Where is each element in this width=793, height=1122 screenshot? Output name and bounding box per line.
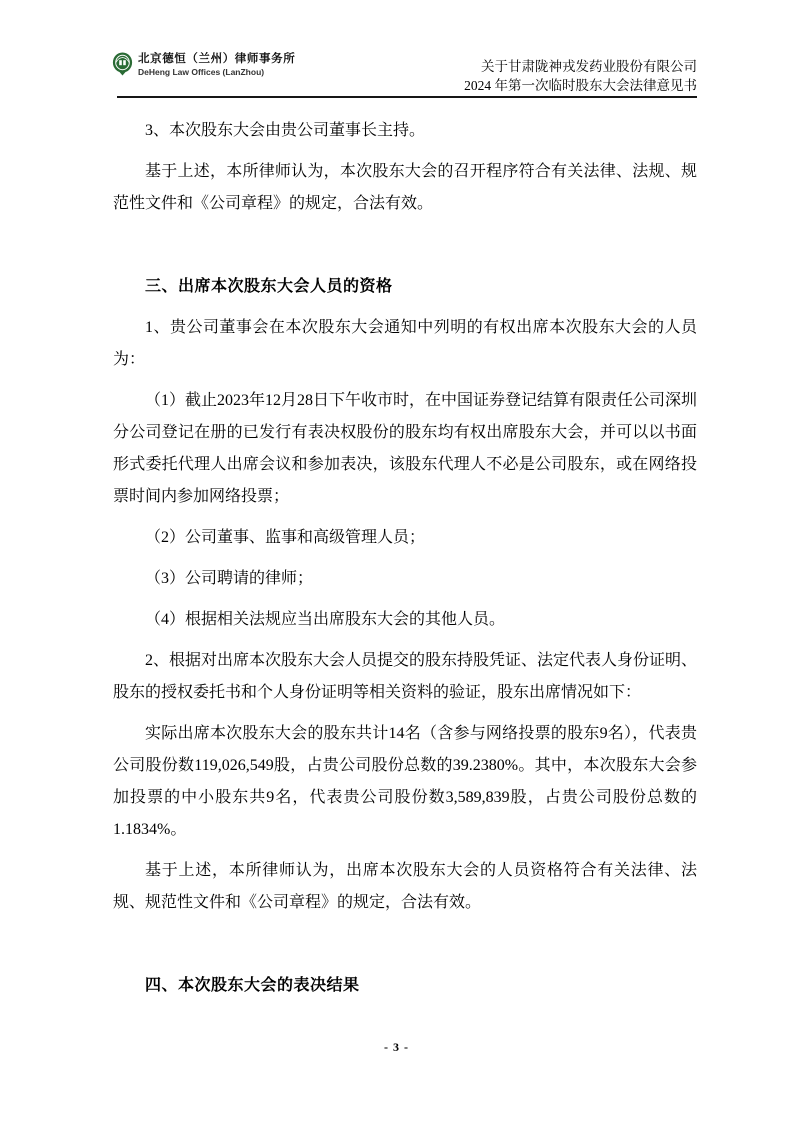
firm-name-block xyxy=(138,52,295,78)
document-title-line2: 2024 年第一次临时股东大会法律意见书 xyxy=(464,78,697,93)
letterhead xyxy=(112,52,295,78)
paragraph-eligible-persons: 1、贵公司董事会在本次股东大会通知中列明的有权出席本次股东大会的人员为： xyxy=(113,319,697,368)
deheng-logo-icon xyxy=(112,52,133,76)
paragraph-qualification-opinion: 基于上述，本所律师认为，出席本次股东大会的人员资格符合有关法律、法规、规范性文件和《公司章程》的规定，合法有效。 xyxy=(113,862,697,911)
section-heading-4: 四、本次股东大会的表决结果 xyxy=(145,977,360,994)
document-body xyxy=(113,106,697,1011)
paragraph-list-item-2: （2）公司董事、监事和高级管理人员； xyxy=(145,529,426,546)
document-title-line1: 关于甘肃陇神戎发药业股份有限公司 xyxy=(481,59,697,74)
paragraph-verification: 2、根据对出席本次股东大会人员提交的股东持股凭证、法定代表人身份证明、股东的授权委托书和个人身份证明等相关资料的验证，股东出席情况如下： xyxy=(113,652,698,701)
paragraph-list-item-3: （3）公司聘请的律师； xyxy=(145,570,314,587)
paragraph-list-item-1: （1）截止2023年12月28日下午收市时，在中国证券登记结算有限责任公司深圳分公司登记在册的已发行有表决权股份的股东均有权出席股东大会，并可以以书面形式委托代理人出席会议和参加表决，该股东代理人不必是公司股东，或在网络投票时间内参加网络投票； xyxy=(113,392,698,505)
paragraph-item3-chair: 3、本次股东大会由贵公司董事长主持。 xyxy=(145,122,426,139)
section-heading-3: 三、出席本次股东大会人员的资格 xyxy=(145,278,393,295)
paragraph-convening-opinion: 基于上述，本所律师认为，本次股东大会的召开程序符合有关法律、法规、规范性文件和《公司章程》的规定，合法有效。 xyxy=(113,163,697,212)
document-title xyxy=(464,57,697,95)
firm-name-cn: 北京德恒（兰州）律师事务所 xyxy=(138,53,296,65)
page-number: - 3 - xyxy=(384,1040,409,1054)
paragraph-attendance-stats: 实际出席本次股东大会的股东共计14名（含参与网络投票的股东9名），代表贵公司股份数119,026,549股，占贵公司股份总数的39.2380%。其中，本次股东大会参加投票的中小股东共9名，代表贵公司股份数3,589,839股，占贵公司股份总数的1.1834%。 xyxy=(113,725,697,838)
firm-name-en: DeHeng Law Offices (LanZhou) xyxy=(138,67,265,77)
paragraph-list-item-4: （4）根据相关法规应当出席股东大会的其他人员。 xyxy=(145,611,506,628)
header-divider xyxy=(117,96,697,98)
